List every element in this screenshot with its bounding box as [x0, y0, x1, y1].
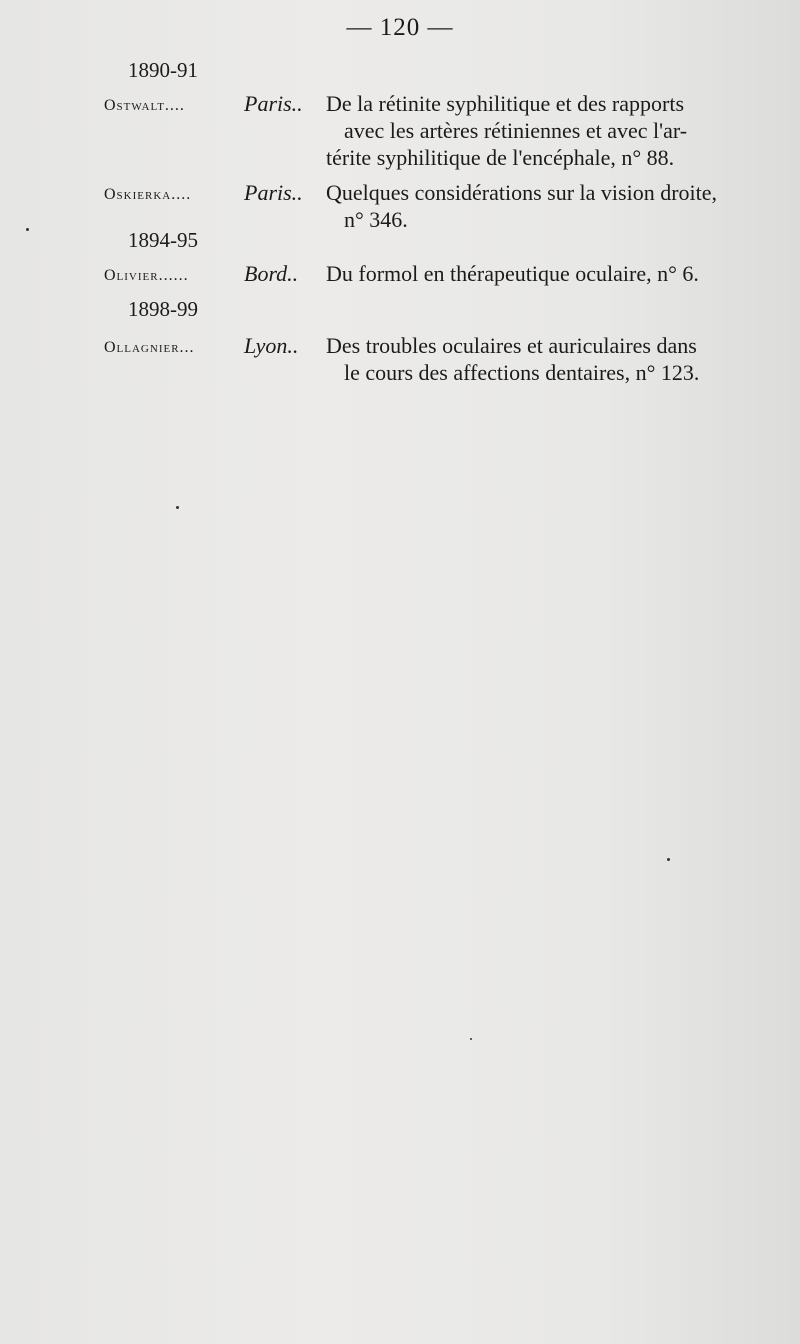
entry-title-line: n° 346.	[344, 207, 408, 232]
entry-author: Ostwalt....	[104, 97, 185, 114]
entry-city: Lyon..	[244, 333, 299, 358]
entry-title-line: Du formol en thérapeutique oculaire, n° 6.	[326, 261, 699, 286]
year-heading: 1890-91	[128, 58, 198, 82]
entry-city: Paris..	[244, 91, 303, 116]
year-heading: 1894-95	[128, 228, 198, 252]
scan-speck	[470, 1038, 472, 1040]
entry-author: Oskierka....	[104, 186, 192, 203]
entry-author: Olivier......	[104, 267, 189, 284]
page-number: — 120 —	[346, 14, 454, 41]
entry-author: Ollagnier...	[104, 339, 195, 356]
scan-speck	[176, 506, 179, 509]
entry-title-line: Quelques considérations sur la vision droite,	[326, 180, 718, 205]
year-heading: 1898-99	[128, 297, 198, 321]
entry-title-line: térite syphilitique de l'encéphale, n° 88.	[326, 145, 675, 170]
entry-title-line: avec les artères rétiniennes et avec l'ar-	[344, 118, 688, 143]
entry-title	[326, 179, 746, 233]
entry-title	[326, 260, 746, 287]
entry-city: Paris..	[244, 180, 303, 205]
scan-speck	[26, 228, 29, 231]
entry-title-line: De la rétinite syphilitique et des rapports	[326, 91, 685, 116]
entry-title-line: le cours des affections dentaires, n° 123.	[344, 360, 700, 385]
scan-speck	[667, 858, 670, 861]
entry-title-line: Des troubles oculaires et auriculaires dans	[326, 333, 697, 358]
entry-city: Bord..	[244, 261, 299, 286]
entry-title	[326, 332, 746, 386]
entry-title	[326, 90, 746, 171]
